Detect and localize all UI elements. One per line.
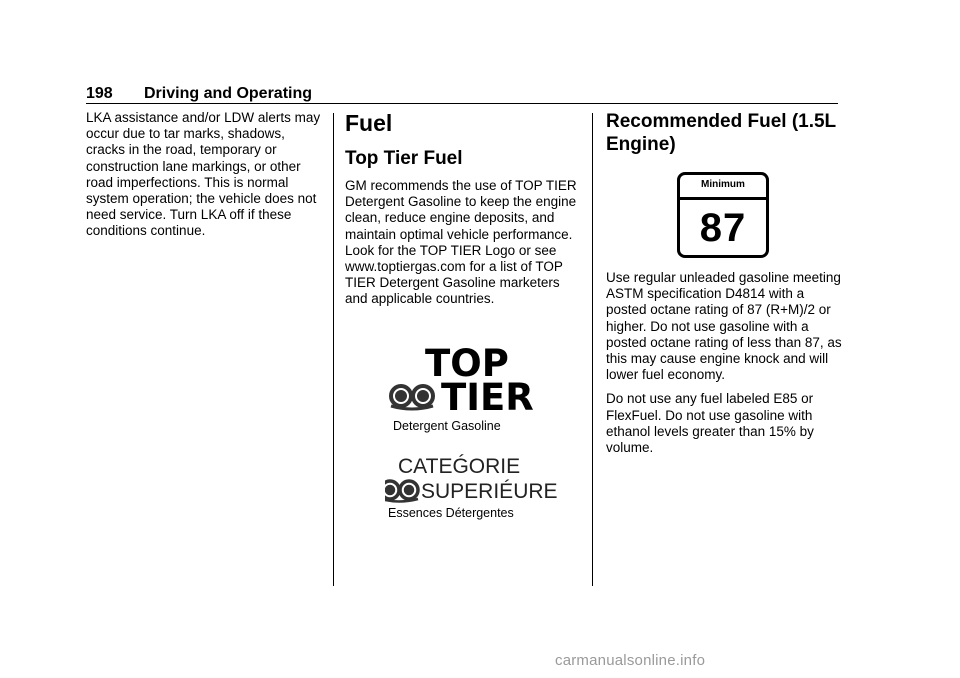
octane-minimum-badge: [677, 172, 769, 258]
subheading-top-tier: Top Tier Fuel: [345, 148, 463, 169]
column-3: [606, 110, 842, 580]
lka-paragraph: LKA assistance and/or LDW alerts may occur due to tar marks, shadows, cracks in the road, temporary or construction lane markings, or other road imperfections. This is normal system operation; the vehicle does not need service. Turn LKA off if these conditions continue.: [86, 110, 321, 239]
page-header: [86, 84, 838, 104]
logo-text-detergent: Detergent Gasoline: [393, 419, 501, 433]
header-section-title: Driving and Operating: [144, 85, 313, 102]
column-divider-2: [592, 113, 593, 586]
top-tier-logo-graphic: [385, 342, 565, 522]
regular-unleaded-paragraph: Use regular unleaded gasoline meeting ASTM specification D4814 with a posted octane rating of 87 (R+M)/2 or higher. Do not use gasoline with a posted octane rating of less than 87, as this may cause engine knock and will lower fuel economy.: [606, 270, 842, 383]
section-heading-fuel: Fuel: [345, 110, 393, 136]
section-heading-recommended-fuel: Recommended Fuel (1.5L Engine): [606, 111, 836, 155]
column-1: [86, 110, 324, 248]
swirl-icon: [391, 386, 433, 409]
badge-octane-value: 87: [699, 206, 747, 250]
swirl-icon-2: [385, 481, 418, 502]
recommended-fuel-text: [606, 270, 842, 464]
page-number: 198: [86, 85, 113, 102]
logo-text-essences: Essences Détergentes: [388, 506, 514, 520]
top-tier-paragraph: GM recommends the use of TOP TIER Detergent Gasoline to keep the engine clean, reduce engine deposits, and maintain optimal vehicle performance. Look for the TOP TIER Logo or see www.toptiergas.com for a list of TOP TIER Detergent Gasoline marketers and applicable countries.: [345, 178, 577, 307]
logo-text-categorie: CATEǴORIE: [398, 455, 521, 478]
watermark: carmanualsonline.info: [555, 652, 706, 669]
column-2: [345, 110, 581, 580]
logo-text-top: TOP: [425, 342, 509, 385]
badge-label: Minimum: [680, 175, 766, 200]
top-tier-logo: [385, 342, 565, 527]
e85-paragraph: Do not use any fuel labeled E85 or FlexFuel. Do not use gasoline with ethanol levels greater than 15% by volume.: [606, 391, 814, 456]
logo-text-tier: TIER: [441, 376, 534, 419]
logo-text-superieure: SUPERIÉURE: [421, 480, 558, 503]
column-divider-1: [333, 113, 334, 586]
